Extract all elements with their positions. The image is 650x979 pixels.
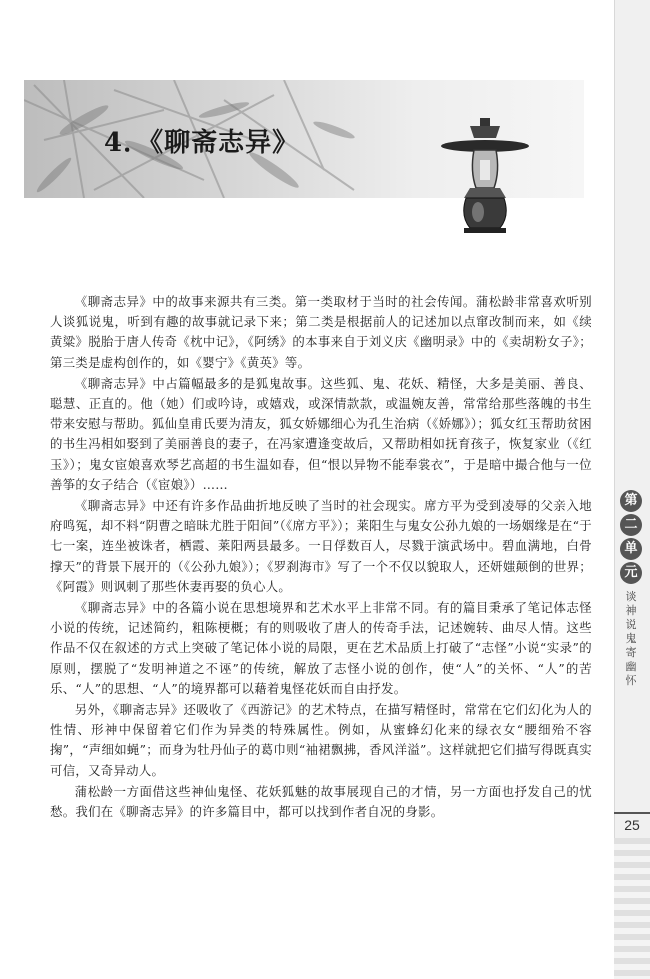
- unit-badge-char: 元: [620, 562, 642, 584]
- paragraph: 《聊斋志异》中的故事来源共有三类。第一类取材于当时的社会传闻。蒲松龄非常喜欢听别人谈狐说鬼，听到有趣的故事就记录下来；第二类是根据前人的记述加以点窜改制而来，如《续黄粱》脱胎于唐人传奇《枕中记》，《阿绣》的本事来自于刘义庆《幽明录》中的《卖胡粉女子》；第三类是虚构创作的，如《婴宁》《黄英》等。: [50, 294, 592, 370]
- oil-lantern-icon: [440, 116, 530, 236]
- unit-badge: [616, 488, 646, 580]
- unit-name-char: 神: [625, 604, 637, 617]
- unit-name-char: 谈: [625, 590, 637, 603]
- unit-badge-char: 第: [620, 490, 642, 512]
- paragraph: 另外，《聊斋志异》还吸收了《西游记》的艺术特点，在描写精怪时，常常在它们幻化为人的性情、形神中保留着它们作为异类的特殊属性。例如，从蜜蜂幻化来的绿衣女“腰细殆不容掬”，“声细如蝇”；而身为牡丹仙子的葛巾则“袖裙飘拂，香风洋溢”。这样就把它们描写得既真实可信，又奇异动人。: [50, 702, 592, 778]
- unit-name-char: 鬼: [625, 632, 637, 645]
- paragraph: 蒲松龄一方面借这些神仙鬼怪、花妖狐魅的故事展现自己的才情，另一方面也抒发自己的忧愁。我们在《聊斋志异》的许多篇目中，都可以找到作者自况的身影。: [50, 783, 592, 820]
- unit-badge-char: 二: [620, 514, 642, 536]
- unit-name-char: 幽: [625, 660, 637, 673]
- unit-name-char: 说: [625, 618, 637, 631]
- unit-name-char: 寄: [625, 646, 637, 659]
- paragraph: 《聊斋志异》中占篇幅最多的是狐鬼故事。这些狐、鬼、花妖、精怪，大多是美丽、善良、聪慧、正直的。他（她）们或吟诗，或嬉戏，或深情款款，或温婉友善，常常给那些落魄的书生带来安慰与帮助。狐仙皇甫氏要为清友，狐女娇娜细心为孔生治病（《娇娜》）；狐女红玉帮助贫困的书生冯相如娶到了美丽善良的妻子，在冯家遭逢变故后，又帮助相如抚育孩子，恢复家业（《红玉》）；鬼女宦娘喜欢琴艺高超的书生温如春，但“恨以异物不能奉裳衣”，于是暗中撮合他与一位善筝的女子结合（《宦娘》）……: [50, 375, 592, 492]
- paragraph: 《聊斋志异》中还有许多作品曲折地反映了当时的社会现实。席方平为受到凌辱的父亲入地府鸣冤，却不料“阴曹之暗昧尤胜于阳间”（《席方平》）；莱阳生与鬼女公孙九娘的一场姻缘是在“于七一案，连坐被诛者，栖霞、莱阳两县最多。一日俘数百人，尽戮于演武场中。碧血满地，白骨撑天”的背景下展开的（《公孙九娘》）；《罗刹海市》写了一个不仅以貌取人，还妍媸颠倒的世界；《阿霞》则讽刺了那些休妻再娶的负心人。: [50, 498, 592, 594]
- margin-stripes: [614, 838, 650, 979]
- unit-name-char: 怀: [625, 674, 637, 687]
- paragraph: 《聊斋志异》中的各篇小说在思想境界和艺术水平上非常不同。有的篇目秉承了笔记体志怪小说的传统，记述简约，粗陈梗概；有的则吸收了唐人的传奇手法，记述婉转、曲尽人情。这些作品不仅在叙述的方式上突破了笔记体小说的局限，更在艺术品质上打破了“志怪”小说“实录”的原则，摆脱了“发明神道之不诬”的传统，解放了志怪小说的创作，使“人”的关怀、“人”的苦乐、“人”的思想、“人”的境界都可以藉着鬼怪花妖而自由抒发。: [50, 600, 592, 696]
- unit-badge-char: 单: [620, 538, 642, 560]
- article-body: [50, 292, 592, 823]
- page-number: 25: [614, 812, 650, 836]
- chapter-title: 4．《聊斋志异》: [104, 128, 300, 158]
- unit-name: [622, 590, 640, 688]
